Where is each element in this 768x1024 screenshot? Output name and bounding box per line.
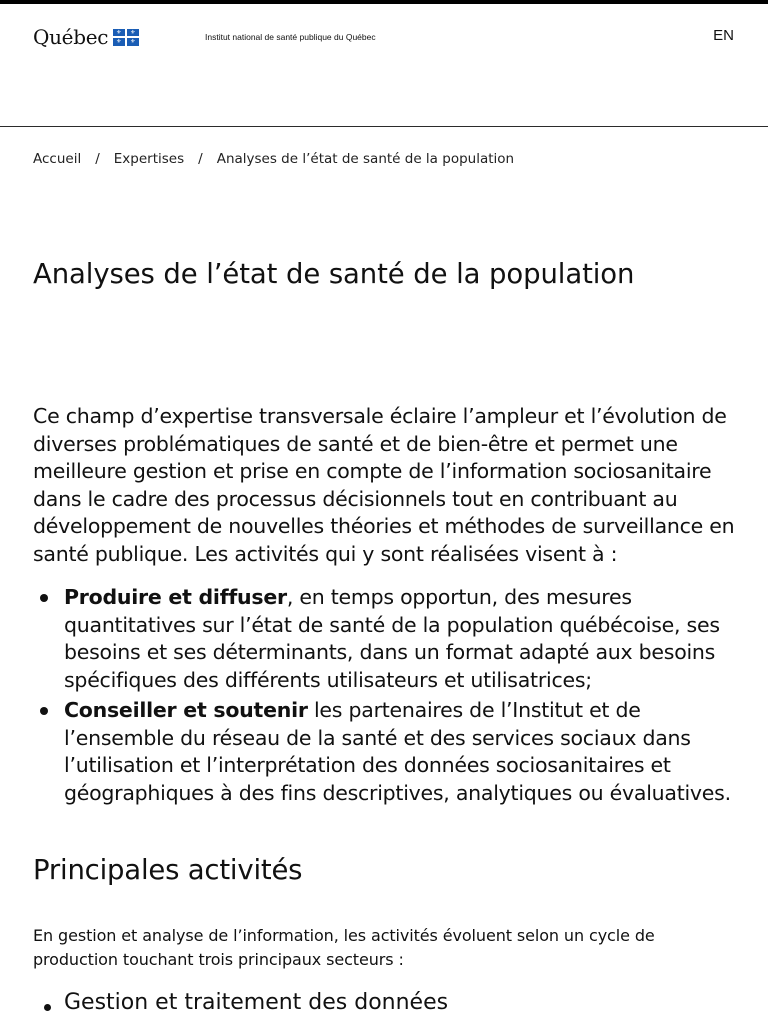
breadcrumb-separator: / <box>198 151 203 167</box>
breadcrumb-separator: / <box>95 151 100 167</box>
objectives-list <box>33 584 745 810</box>
site-header <box>0 4 768 127</box>
quebec-flag-icon: ⚜ ⚜ ⚜ ⚜ <box>113 29 139 46</box>
section-intro: En gestion et analyse de l’information, les activités évoluent selon un cycle de production touchant trois principaux secteurs : <box>33 926 655 969</box>
institut-name: Institut national de santé publique du Québec <box>205 32 376 42</box>
sectors-list <box>33 988 448 1018</box>
language-toggle-link[interactable]: EN <box>713 27 734 44</box>
list-item-text: , en temps opportun, des mesures quantitatives sur l’état de santé de la population québécoise, ses besoins et ses déterminants, dans un format adapté aux besoins spécifiques des différents utilisateurs et utilisatrices; <box>64 585 720 692</box>
page-title: Analyses de l’état de santé de la population <box>33 258 635 290</box>
list-item <box>33 584 745 694</box>
list-item <box>33 697 745 807</box>
list-item-bold: Conseiller et soutenir <box>64 698 308 722</box>
quebec-logo-text: Québec <box>33 25 109 49</box>
list-item <box>33 988 448 1018</box>
bullet-icon <box>40 707 48 715</box>
breadcrumb <box>33 151 514 167</box>
list-item-text: les partenaires de l’Institut et de l’ensemble du réseau de la santé et des services sociaux dans l’utilisation et l’interprétation des données sociosanitaires et géographiques à des fins descriptives, analytiques ou évaluatives. <box>64 698 731 805</box>
breadcrumb-item-expertises[interactable]: Expertises <box>113 151 185 167</box>
breadcrumb-item-accueil[interactable]: Accueil <box>33 151 82 167</box>
section-title: Principales activités <box>33 854 303 886</box>
quebec-logo-link[interactable] <box>33 25 139 49</box>
intro-paragraph: Ce champ d’expertise transversale éclaire l’ampleur et l’évolution de diverses problématiques de santé et de bien-être et permet une meilleure gestion et prise en compte de l’information sociosanitaire dans le cadre des processus décisionnels tout en contribuant au développement de nouvelles théories et méthodes de surveillance en santé publique. Les activités qui y sont réalisées visent à : <box>33 404 735 566</box>
bullet-icon <box>44 1004 51 1011</box>
breadcrumb-item-current: Analyses de l’état de santé de la population <box>216 151 515 167</box>
bullet-icon <box>40 594 48 602</box>
list-item-bold: Produire et diffuser <box>64 585 287 609</box>
list-item-text: Gestion et traitement des données <box>64 990 449 1015</box>
